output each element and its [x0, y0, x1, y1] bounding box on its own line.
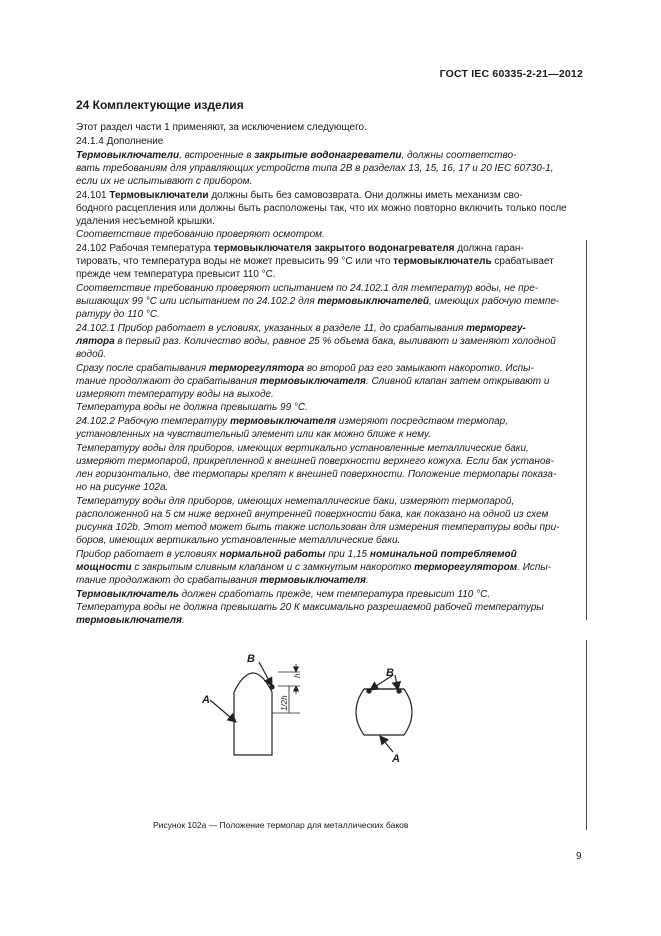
paragraph-line: Термовыключатель должен сработать прежде, чем температура превысит 110 °С. — [76, 589, 491, 600]
paragraph-line: Температуру воды для приборов, имеющих неметаллические баки, измеряют термопарой, — [76, 496, 515, 507]
paragraph-line: Соответствие требованию проверяют осмотром. — [76, 229, 325, 240]
paragraph-line: 24.101 Термовыключатели должны быть без самовозврата. Они должны иметь механизм сво- — [76, 190, 523, 201]
paragraph-line: тировать, что температура воды не может превысить 99 °С или что термовыключатель срабатывает — [76, 256, 554, 267]
paragraph-line: прежде чем температура превысит 110 °С. — [76, 269, 276, 280]
label-b-vertical: B — [247, 653, 255, 665]
paragraph-line: вать требованиям для управляющих устройств типа 2В в разделах 13, 15, 16, 17 и 20 IEC 60730-1, — [76, 163, 554, 174]
paragraph-line: тание продолжают до срабатывания термовыключателя. — [76, 575, 369, 586]
section-title: 24 Комплектующие изделия — [76, 98, 244, 112]
dim-h: h — [293, 673, 302, 678]
paragraph-line: но на рисунке 102а. — [76, 482, 169, 493]
paragraph-line: бодного расцепления или должны быть расположены так, что их можно повторно включить только после — [76, 203, 567, 214]
figure-caption: Рисунок 102а — Положение термопар для металлических баков — [153, 820, 409, 830]
paragraph-line: лен горизонтально, две термопары крепят к внешней поверхности. Положение термопары показа- — [76, 469, 557, 480]
paragraph-line: Температура воды не должна превышать 20 К максимально разрешаемой рабочей температуры — [76, 602, 544, 613]
paragraph-line: ратуру до 110 °С. — [76, 309, 160, 320]
horizontal-tank-outline — [356, 689, 412, 735]
page-number: 9 — [576, 851, 582, 862]
paragraph-line: вышающих 99 °С или испытанием по 24.102.2 для термовыключателей, имеющих рабочую темпе- — [76, 296, 560, 307]
document-header: ГОСТ IEC 60335-2-21—2012 — [439, 68, 583, 80]
paragraph-line: 24.102 Рабочая температура термовыключателя закрытого водонагревателя должна гаран- — [76, 243, 524, 254]
paragraph-line: тание продолжают до срабатывания термовыключателя. Сливной клапан затем открывают и — [76, 376, 550, 387]
paragraph-line: установленных на чувствительный элемент или как можно ближе к нему. — [76, 429, 432, 440]
paragraph-line: измеряют термопарой, прикрепленной к внешней поверхности верхнего кожуха. Если бак установ- — [76, 456, 554, 467]
paragraph-line: если их не испытывают с прибором. — [76, 176, 253, 187]
paragraph-line: Прибор работает в условиях нормальной работы при 1,15 номинальной потребляемой — [76, 549, 517, 560]
paragraph-line: расположенной на 5 см ниже верхней внутренней поверхности бака, как показано на одной из схем — [76, 509, 549, 520]
paragraph-line: Сразу после срабатывания терморегулятора во второй раз его замыкают накоротко. Испы- — [76, 363, 534, 374]
paragraph-line: измеряют температуру воды на выходе. — [76, 389, 274, 400]
label-a-vertical: A — [202, 694, 210, 706]
paragraph-line: боров, имеющих вертикально установленные металлические баки. — [76, 535, 401, 546]
paragraph-line: Температура воды не должна превышать 99 °С. — [76, 402, 308, 413]
paragraph-line: 24.102.1 Прибор работает в условиях, указанных в разделе 11, до срабатывания терморегу- — [76, 323, 526, 334]
paragraph-line: Термовыключатели, встроенные в закрытые водонагреватели, должны соответство- — [76, 150, 517, 161]
dim-half-h: 1/2h — [280, 695, 289, 711]
clause-number: 24.1.4 Дополнение — [76, 136, 164, 147]
paragraph-line: Соответствие требованию проверяют испытанием по 24.102.1 для температур воды, не пре- — [76, 283, 539, 294]
intro-line: Этот раздел части 1 применяют, за исключением следующего. — [76, 122, 367, 133]
paragraph-line: термовыключателя. — [76, 615, 185, 626]
paragraph-line: водой. — [76, 349, 106, 360]
paragraph-line: 24.102.2 Рабочую температуру термовыключателя измеряют посредством термопар, — [76, 416, 508, 427]
paragraph-line: рисунка 102b. Этот метод может быть также использован для измерения температуры воды при- — [76, 522, 560, 533]
label-a-horizontal: A — [392, 753, 400, 765]
paragraph-line: мощности с закрытым сливным клапаном и с замкнутым накоротко терморегулятором. Испы- — [76, 562, 552, 573]
label-b-horizontal: B — [386, 667, 394, 679]
paragraph-line: лятора в первый раз. Количество воды, равное 25 % объема бака, выливают и заменяют холодной — [76, 336, 556, 347]
vertical-tank-outline — [234, 673, 272, 755]
paragraph-line: удаления несъемной крышки. — [76, 216, 215, 227]
paragraph-line: Температуру воды для приборов, имеющих вертикально установленные металлические баки, — [76, 443, 529, 454]
